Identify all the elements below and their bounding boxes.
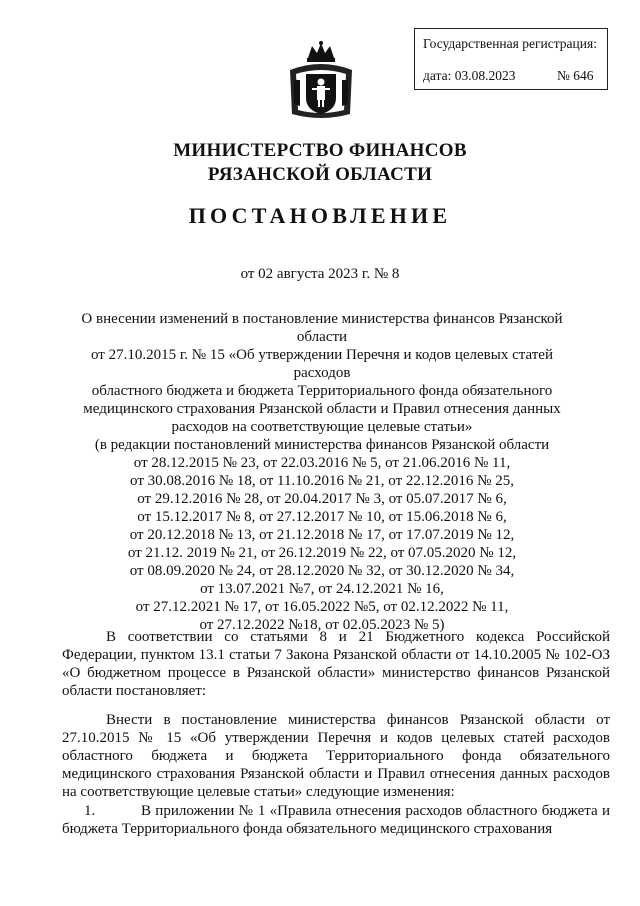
registration-date: дата: 03.08.2023 [423, 68, 516, 83]
ministry-line2: РЯЗАНСКОЙ ОБЛАСТИ [207, 164, 433, 185]
subject-line: от 27.12.2022 №18, от 02.05.2023 № 5) [199, 617, 445, 633]
subject-line: от 29.12.2016 № 28, от 20.04.2017 № 3, от 05.07.2017 № 6, [137, 491, 507, 507]
subject-line: от 13.07.2021 №7, от 24.12.2021 № 16, [200, 581, 444, 597]
body-paragraph-basis: В соответствии со статьями 8 и 21 Бюджетного кодекса Российской Федерации, пунктом 13.1 статьи 7 Закона Рязанской области от 14.10.2005 № 102-ОЗ «О бюджетном процессе в Рязанской области» министерство финансов Рязанской области постановляет: [62, 629, 610, 699]
subject-line: от 27.10.2015 г. № 15 «Об утверждении Перечня и кодов целевых статей расходов [90, 347, 553, 381]
item-text: В приложении № 1 «Правила отнесения расходов областного бюджета и бюджета Территориального фонда обязательного медицинского страхования [62, 803, 610, 837]
body-paragraph-amend: Внести в постановление министерства финансов Рязанской области от 27.10.2015 № 15 «Об утверждении Перечня и кодов целевых статей расходов областного бюджета и бюджета Территориального фонда обязательного медицинского страхования Рязанской области и Правил отнесения данных расходов на соответствующие целевые статьи» следующие изменения: [62, 712, 610, 800]
subject-line: медицинского страхования Рязанской области и Правил отнесения данных [83, 401, 561, 417]
document-type: ПОСТАНОВЛЕНИЕ [188, 203, 452, 228]
subject-line: расходов на соответствующие целевые статьи» [171, 419, 473, 435]
subject-line: от 15.12.2017 № 8, от 27.12.2017 № 10, от 15.06.2018 № 6, [137, 509, 507, 525]
subject-line: от 20.12.2018 № 13, от 21.12.2018 № 17, от 17.07.2019 № 12, [129, 527, 515, 543]
subject-line: от 30.08.2016 № 18, от 11.10.2016 № 21, от 22.12.2016 № 25, [130, 473, 514, 489]
registration-box [414, 28, 608, 90]
document-date-line: от 02 августа 2023 г. № 8 [240, 266, 400, 282]
registration-title: Государственная регистрация: [423, 36, 597, 51]
subject-line: от 27.12.2021 № 17, от 16.05.2022 №5, от 02.12.2022 № 11, [135, 599, 509, 615]
ministry-name [0, 139, 640, 187]
subject-line: от 08.09.2020 № 24, от 28.12.2020 № 32, от 30.12.2020 № 34, [129, 563, 515, 579]
subject-line: от 21.12. 2019 № 21, от 26.12.2019 № 22, от 07.05.2020 № 12, [127, 545, 517, 561]
subject-line: О внесении изменений в постановление министерства финансов Рязанской области [81, 311, 563, 345]
document-subject [62, 310, 582, 634]
subject-line: областного бюджета и бюджета Территориального фонда обязательного [91, 383, 553, 399]
subject-line: (в редакции постановлений министерства финансов Рязанской области [94, 437, 550, 453]
coat-of-arms-icon [286, 40, 356, 122]
item-number: 1. [84, 803, 96, 819]
subject-line: от 28.12.2015 № 23, от 22.03.2016 № 5, от 21.06.2016 № 11, [133, 455, 511, 471]
body-item-1 [62, 802, 610, 838]
registration-number: № 646 [557, 68, 594, 83]
ministry-line1: МИНИСТЕРСТВО ФИНАНСОВ [173, 140, 467, 161]
